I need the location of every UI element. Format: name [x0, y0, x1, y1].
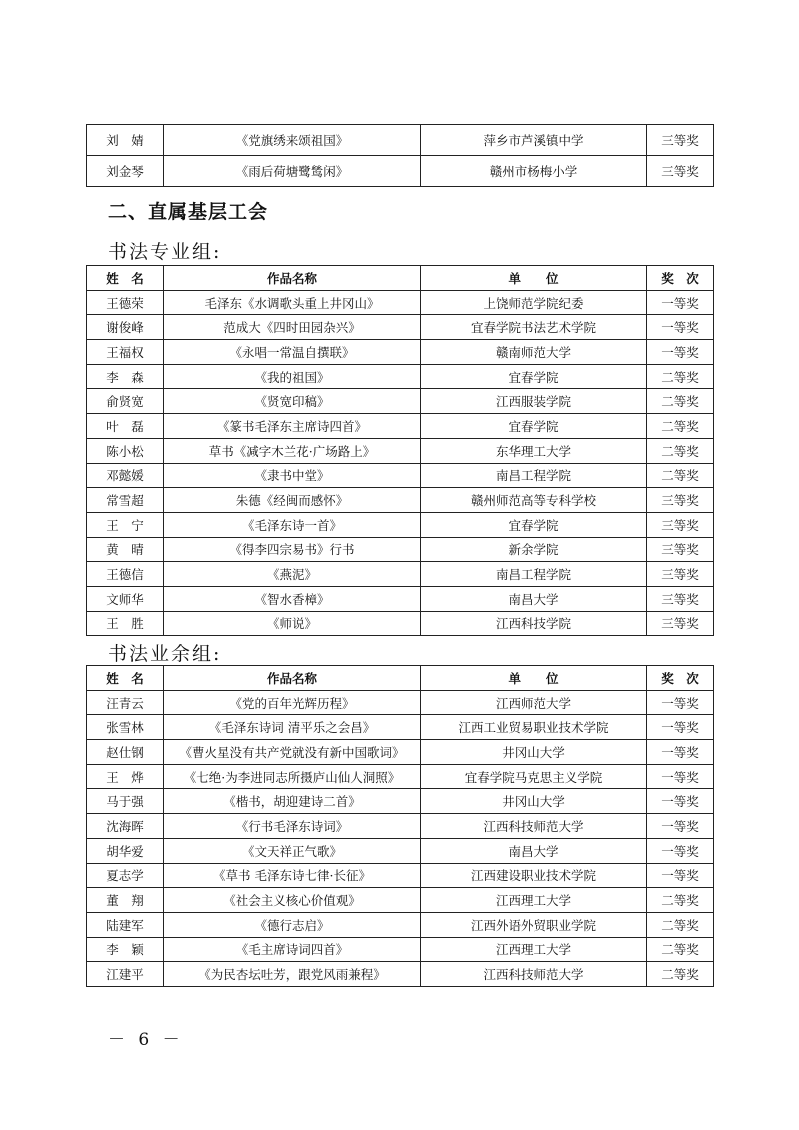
- cell-award: 二等奖: [647, 962, 714, 987]
- cell-work: 《党的百年光辉历程》: [164, 690, 421, 715]
- amateur-group-title: 书法业余组:: [108, 643, 222, 665]
- header-name: 姓 名: [87, 266, 164, 291]
- table-row: [87, 764, 714, 789]
- cell-award: 三等奖: [647, 512, 714, 537]
- continued-awards-table: [86, 124, 714, 187]
- cell-unit: 江西理工大学: [421, 888, 647, 913]
- table-row: [87, 463, 714, 488]
- table-row: [87, 562, 714, 587]
- cell-name: 俞贤宽: [87, 389, 164, 414]
- table-row: [87, 937, 714, 962]
- table-row: [87, 290, 714, 315]
- cell-award: 一等奖: [647, 690, 714, 715]
- header-work: 作品名称: [164, 266, 421, 291]
- professional-group-title: 书法专业组:: [108, 241, 222, 263]
- header-name: 姓 名: [87, 666, 164, 691]
- cell-name: 沈海晖: [87, 814, 164, 839]
- table-row: [87, 125, 714, 156]
- cell-name: 夏志学: [87, 863, 164, 888]
- cell-name: 李 森: [87, 364, 164, 389]
- cell-award: 二等奖: [647, 389, 714, 414]
- table-row: [87, 340, 714, 365]
- cell-name: 王 胜: [87, 611, 164, 636]
- table-row: [87, 389, 714, 414]
- cell-work: 《文天祥正气歌》: [164, 838, 421, 863]
- cell-unit: 南昌大学: [421, 838, 647, 863]
- cell-award: 三等奖: [647, 611, 714, 636]
- table-row: [87, 414, 714, 439]
- cell-unit: 江西服装学院: [421, 389, 647, 414]
- cell-name: 王 宁: [87, 512, 164, 537]
- cell-award: 一等奖: [647, 740, 714, 765]
- table-row: [87, 888, 714, 913]
- cell-unit: 井冈山大学: [421, 789, 647, 814]
- cell-name: 赵仕钢: [87, 740, 164, 765]
- cell-award: 一等奖: [647, 315, 714, 340]
- cell-name: 陈小松: [87, 438, 164, 463]
- cell-name: 汪青云: [87, 690, 164, 715]
- cell-unit: 江西工业贸易职业技术学院: [421, 715, 647, 740]
- cell-unit: 萍乡市芦溪镇中学: [421, 125, 647, 156]
- cell-unit: 南昌工程学院: [421, 463, 647, 488]
- header-unit: 单 位: [421, 666, 647, 691]
- table-row: [87, 611, 714, 636]
- table-row: [87, 586, 714, 611]
- table-header-row: [87, 266, 714, 291]
- cell-name: 马于强: [87, 789, 164, 814]
- cell-award: 二等奖: [647, 912, 714, 937]
- cell-award: 一等奖: [647, 814, 714, 839]
- amateur-group-table: [86, 665, 714, 987]
- cell-award: 一等奖: [647, 290, 714, 315]
- cell-name: 刘 婧: [87, 125, 164, 156]
- cell-name: 文师华: [87, 586, 164, 611]
- cell-work: 《为民杏坛吐芳，跟党风雨兼程》: [164, 962, 421, 987]
- cell-award: 三等奖: [647, 488, 714, 513]
- cell-name: 王福权: [87, 340, 164, 365]
- cell-work: 范成大《四时田园杂兴》: [164, 315, 421, 340]
- cell-unit: 新余学院: [421, 537, 647, 562]
- cell-work: 《行书毛泽东诗词》: [164, 814, 421, 839]
- cell-award: 二等奖: [647, 463, 714, 488]
- cell-unit: 上饶师范学院纪委: [421, 290, 647, 315]
- header-unit: 单 位: [421, 266, 647, 291]
- cell-work: 《党旗绣来颂祖国》: [164, 125, 421, 156]
- cell-unit: 江西科技师范大学: [421, 962, 647, 987]
- cell-award: 二等奖: [647, 937, 714, 962]
- table-row: [87, 789, 714, 814]
- cell-name: 王 烨: [87, 764, 164, 789]
- table-row: [87, 315, 714, 340]
- cell-unit: 赣南师范大学: [421, 340, 647, 365]
- header-award: 奖 次: [647, 666, 714, 691]
- cell-work: 朱德《经闽而感怀》: [164, 488, 421, 513]
- cell-work: 《曹火星没有共产党就没有新中国歌词》: [164, 740, 421, 765]
- cell-unit: 宜春学院: [421, 364, 647, 389]
- cell-work: 《智水香樟》: [164, 586, 421, 611]
- table-row: [87, 863, 714, 888]
- cell-name: 黄 晴: [87, 537, 164, 562]
- cell-award: 一等奖: [647, 789, 714, 814]
- cell-award: 一等奖: [647, 340, 714, 365]
- cell-award: 三等奖: [647, 562, 714, 587]
- cell-name: 王德荣: [87, 290, 164, 315]
- cell-work: 《草书 毛泽东诗七律·长征》: [164, 863, 421, 888]
- cell-work: 《毛泽东诗词 清平乐之会昌》: [164, 715, 421, 740]
- table-row: [87, 962, 714, 987]
- cell-name: 王德信: [87, 562, 164, 587]
- cell-unit: 赣州师范高等专科学校: [421, 488, 647, 513]
- cell-unit: 赣州市杨梅小学: [421, 156, 647, 187]
- cell-name: 江建平: [87, 962, 164, 987]
- table-row: [87, 814, 714, 839]
- cell-unit: 江西科技学院: [421, 611, 647, 636]
- cell-name: 谢俊峰: [87, 315, 164, 340]
- cell-name: 胡华爱: [87, 838, 164, 863]
- table-row: [87, 715, 714, 740]
- cell-unit: 江西科技师范大学: [421, 814, 647, 839]
- header-award: 奖 次: [647, 266, 714, 291]
- cell-unit: 宜春学院: [421, 512, 647, 537]
- table-row: [87, 512, 714, 537]
- cell-unit: 宜春学院: [421, 414, 647, 439]
- cell-award: 二等奖: [647, 438, 714, 463]
- cell-work: 《毛主席诗词四首》: [164, 937, 421, 962]
- cell-unit: 江西理工大学: [421, 937, 647, 962]
- cell-name: 张雪林: [87, 715, 164, 740]
- cell-award: 三等奖: [647, 156, 714, 187]
- cell-name: 常雪超: [87, 488, 164, 513]
- cell-unit: 南昌大学: [421, 586, 647, 611]
- cell-award: 一等奖: [647, 715, 714, 740]
- cell-award: 二等奖: [647, 414, 714, 439]
- page-number: － 6 －: [108, 1030, 184, 1050]
- cell-work: 《我的祖国》: [164, 364, 421, 389]
- cell-unit: 江西建设职业技术学院: [421, 863, 647, 888]
- cell-work: 《永唱一常温自撰联》: [164, 340, 421, 365]
- cell-work: 《楷书，胡迎建诗二首》: [164, 789, 421, 814]
- table-row: [87, 488, 714, 513]
- cell-work: 《社会主义核心价值观》: [164, 888, 421, 913]
- cell-unit: 宜春学院马克思主义学院: [421, 764, 647, 789]
- cell-name: 李 颖: [87, 937, 164, 962]
- cell-work: 《贤宽印稿》: [164, 389, 421, 414]
- cell-work: 《隶书中堂》: [164, 463, 421, 488]
- table-row: [87, 537, 714, 562]
- cell-award: 三等奖: [647, 125, 714, 156]
- table-row: [87, 740, 714, 765]
- cell-name: 陆建军: [87, 912, 164, 937]
- cell-work: 毛泽东《水调歌头重上井冈山》: [164, 290, 421, 315]
- cell-work: 《德行志启》: [164, 912, 421, 937]
- cell-unit: 江西师范大学: [421, 690, 647, 715]
- cell-award: 三等奖: [647, 537, 714, 562]
- cell-work: 《燕泥》: [164, 562, 421, 587]
- header-work: 作品名称: [164, 666, 421, 691]
- cell-award: 二等奖: [647, 888, 714, 913]
- table-row: [87, 156, 714, 187]
- cell-work: 《雨后荷塘鹭鸶闲》: [164, 156, 421, 187]
- cell-award: 一等奖: [647, 764, 714, 789]
- cell-name: 叶 磊: [87, 414, 164, 439]
- cell-award: 二等奖: [647, 364, 714, 389]
- cell-unit: 井冈山大学: [421, 740, 647, 765]
- cell-unit: 东华理工大学: [421, 438, 647, 463]
- cell-work: 《师说》: [164, 611, 421, 636]
- cell-award: 一等奖: [647, 863, 714, 888]
- cell-work: 草书《减字木兰花·广场路上》: [164, 438, 421, 463]
- cell-work: 《篆书毛泽东主席诗四首》: [164, 414, 421, 439]
- table-row: [87, 364, 714, 389]
- table-header-row: [87, 666, 714, 691]
- cell-name: 邓懿媛: [87, 463, 164, 488]
- cell-work: 《得李四宗易书》行书: [164, 537, 421, 562]
- cell-work: 《七绝·为李进同志所摄庐山仙人洞照》: [164, 764, 421, 789]
- cell-unit: 宜春学院书法艺术学院: [421, 315, 647, 340]
- cell-name: 董 翔: [87, 888, 164, 913]
- cell-award: 三等奖: [647, 586, 714, 611]
- cell-name: 刘金琴: [87, 156, 164, 187]
- cell-unit: 南昌工程学院: [421, 562, 647, 587]
- cell-work: 《毛泽东诗一首》: [164, 512, 421, 537]
- cell-unit: 江西外语外贸职业学院: [421, 912, 647, 937]
- table-row: [87, 838, 714, 863]
- table-row: [87, 690, 714, 715]
- professional-group-table: [86, 265, 714, 636]
- cell-award: 一等奖: [647, 838, 714, 863]
- section-title: 二、直属基层工会: [108, 201, 269, 223]
- table-row: [87, 438, 714, 463]
- table-row: [87, 912, 714, 937]
